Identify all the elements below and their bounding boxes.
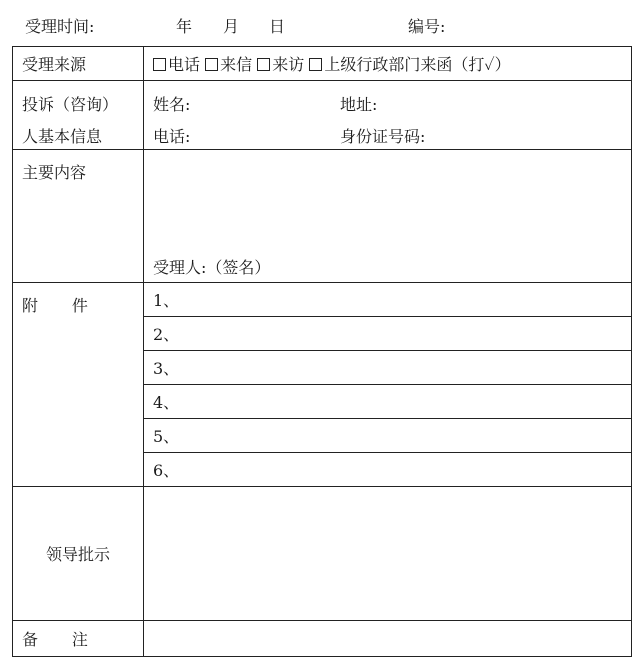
number-label: 编号:	[408, 17, 446, 36]
checkbox-visit[interactable]	[257, 58, 270, 71]
attachment-item[interactable]: 5、	[144, 419, 632, 453]
attachment-item[interactable]: 4、	[144, 385, 632, 419]
option-visit-label: 来访	[272, 55, 305, 74]
option-letter-label: 来信	[220, 55, 253, 74]
content-area[interactable]	[144, 150, 632, 283]
checkbox-letter[interactable]	[205, 58, 218, 71]
complainant-label-line1: 投诉（咨询）	[22, 95, 119, 114]
attachment-item[interactable]: 1、	[144, 283, 632, 317]
complainant-label	[13, 81, 144, 150]
attachment-label: 附 件	[13, 283, 144, 487]
form-header	[0, 0, 644, 46]
month-label: 月	[223, 17, 240, 36]
source-row	[13, 47, 632, 81]
year-label: 年	[176, 17, 193, 36]
remarks-label: 备 注	[13, 621, 144, 657]
complaint-form-table	[12, 46, 632, 657]
source-options	[144, 47, 632, 81]
signature-label: 受理人:（签名）	[153, 258, 271, 277]
attachment-item[interactable]: 2、	[144, 317, 632, 351]
attachment-row	[13, 283, 632, 317]
option-phone-label: 电话	[168, 55, 201, 74]
source-label: 受理来源	[13, 47, 144, 81]
leader-row	[13, 487, 632, 621]
checkbox-phone[interactable]	[153, 58, 166, 71]
leader-instruction-label: 领导批示	[13, 487, 144, 621]
id-number-label: 身份证号码:	[340, 127, 426, 146]
content-row	[13, 150, 632, 283]
complainant-row	[13, 81, 632, 150]
leader-instruction-area[interactable]	[144, 487, 632, 621]
checkbox-superior-letter[interactable]	[309, 58, 322, 71]
remarks-row	[13, 621, 632, 657]
name-label: 姓名:	[153, 95, 191, 114]
attachment-item[interactable]: 3、	[144, 351, 632, 385]
complainant-info	[144, 81, 632, 150]
attachment-item[interactable]: 6、	[144, 453, 632, 487]
option-superior-letter-label: 上级行政部门来函	[324, 55, 453, 74]
content-label: 主要内容	[13, 150, 144, 283]
address-label: 地址:	[340, 95, 378, 114]
check-hint: （打✓）	[452, 55, 511, 74]
acceptance-time-label: 受理时间:	[25, 17, 95, 36]
phone-label: 电话:	[153, 127, 191, 146]
complainant-label-line2: 人基本信息	[22, 127, 103, 146]
remarks-area[interactable]	[144, 621, 632, 657]
day-label: 日	[269, 17, 286, 36]
